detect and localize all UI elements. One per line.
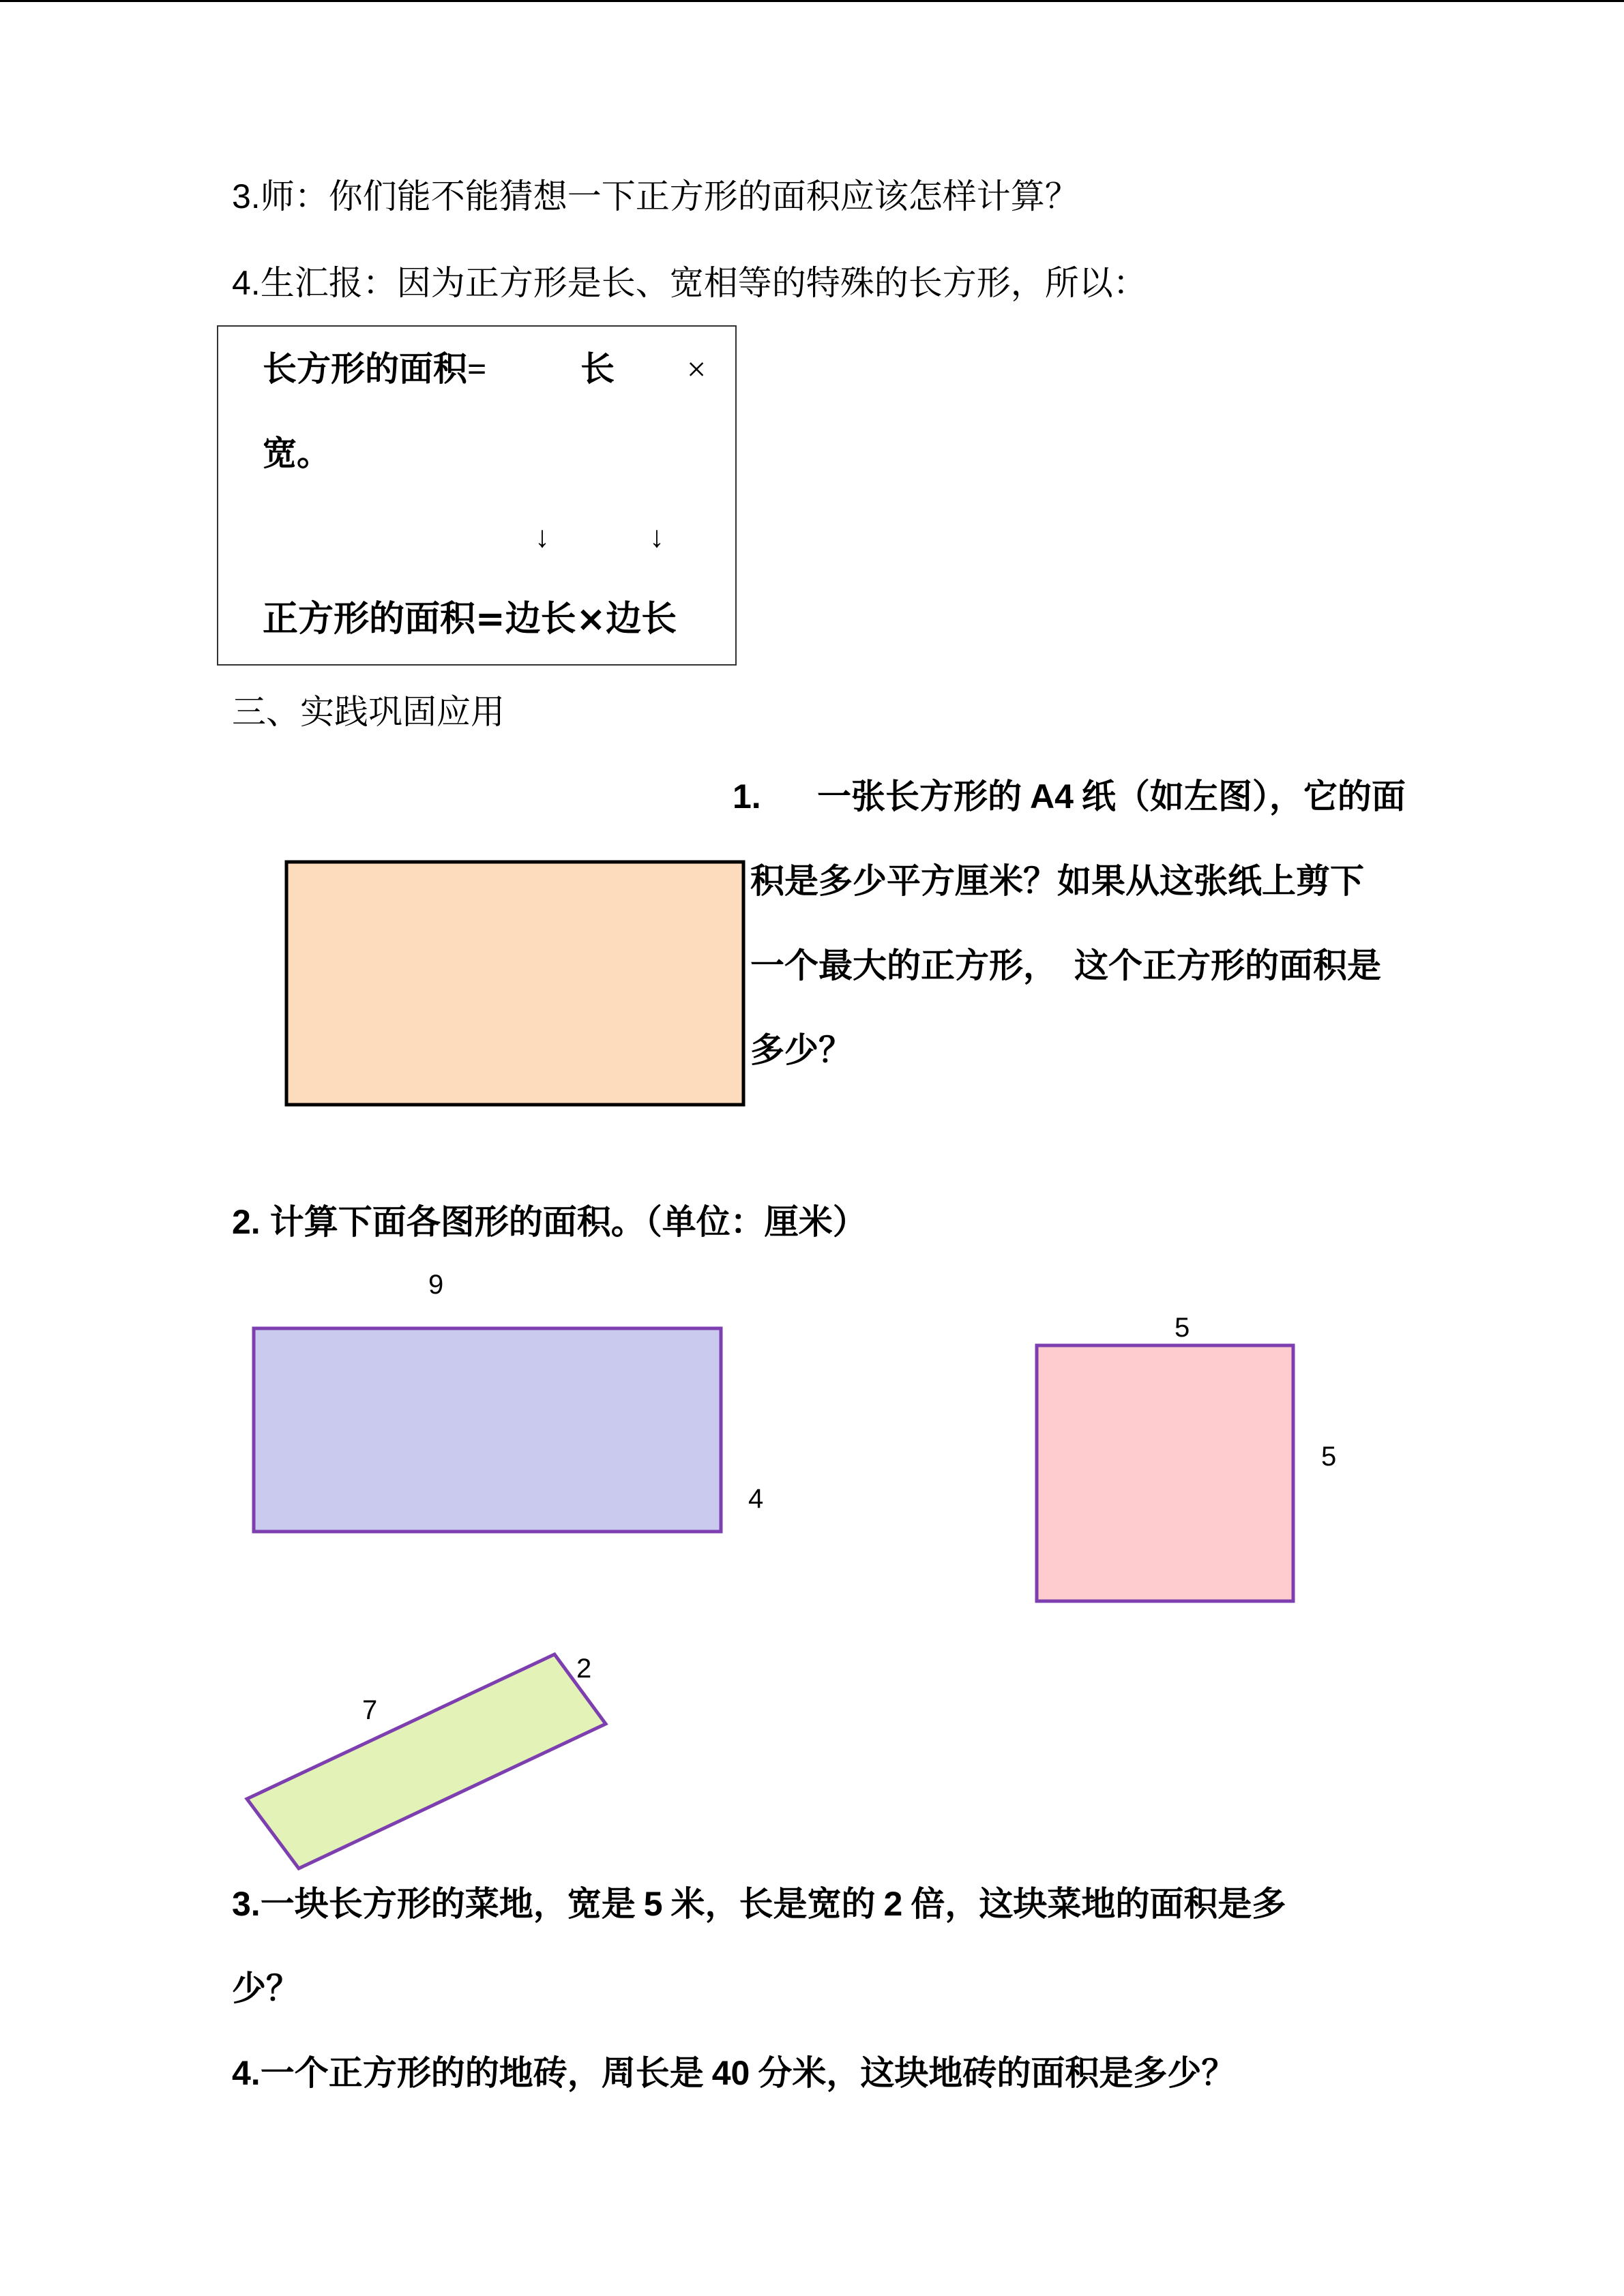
- line-3-text: 师：你们能不能猜想一下正方形的面积应该怎样计算？: [260, 177, 1079, 215]
- parallelogram-short-label: 2: [576, 1654, 592, 1684]
- rect-top-label: 9: [428, 1270, 444, 1300]
- q1-line-1-a: 一张长方形的: [817, 777, 1022, 816]
- q4-line: [232, 2053, 1235, 2093]
- q1-line-2: 积是多少平方厘米？如果从这张纸上剪下: [750, 862, 1364, 900]
- length-label: 长: [580, 350, 615, 388]
- q2-number: 2.: [232, 1203, 261, 1241]
- width-label: 宽。: [263, 434, 331, 473]
- square-top-label: 5: [1175, 1313, 1190, 1343]
- q3-text-b: 米，长是宽的: [670, 1885, 876, 1923]
- line-3-number: 3.: [232, 177, 261, 215]
- section-heading: 三、实践巩固应用: [232, 693, 505, 731]
- square-side-label: 5: [1321, 1442, 1337, 1472]
- q1-line-3: 一个最大的正方形， 这个正方形的面积是: [750, 946, 1381, 985]
- q3-text-c: 倍，这块菜地的面积是多: [911, 1885, 1286, 1923]
- parallelogram-long-label: 7: [362, 1695, 378, 1725]
- square-area-formula: 正方形的面积=边长×边长: [263, 599, 677, 640]
- q1-number: 1.: [733, 777, 761, 816]
- q2-text: 计算下面各图形的面积。（单位：厘米）: [269, 1203, 867, 1241]
- q3-number: 3.: [232, 1885, 261, 1923]
- square-5-by-5: [1037, 1345, 1293, 1601]
- times-icon: ×: [687, 350, 707, 388]
- rect-area-label: 长方形的面积=: [263, 350, 487, 388]
- arrow-down-icon: ↓: [535, 520, 550, 554]
- q1-line-4: 多少？: [750, 1031, 853, 1069]
- q3-text-a: 一块长方形的菜地，宽是: [260, 1885, 636, 1923]
- a4-paper-rectangle: [286, 862, 743, 1105]
- q1-a4: A4: [1030, 777, 1074, 816]
- q3-value-width: 5: [643, 1885, 663, 1923]
- q4-value-perimeter: 40: [711, 2054, 750, 2092]
- q1-line-1-c: 纸（如左图），它的面: [1081, 777, 1406, 816]
- parallelogram-7-by-2: [247, 1654, 606, 1868]
- q4-text-b: 分米，这块地砖的面积是多少？: [758, 2054, 1236, 2092]
- rectangle-9-by-4: [254, 1328, 721, 1532]
- arrow-down-icon: ↓: [649, 520, 664, 554]
- q3-line-1: [232, 1883, 1286, 1924]
- line-4-number: 4.: [232, 264, 261, 302]
- rect-side-label: 4: [748, 1484, 764, 1514]
- q4-number: 4.: [232, 2054, 261, 2092]
- q3-line-2: 少？: [232, 1969, 300, 2008]
- q4-text-a: 一个正方形的的地砖，周长是: [260, 2054, 704, 2092]
- q3-value-multiple: 2: [883, 1885, 903, 1923]
- line-4-text: 生汇报：因为正方形是长、宽相等的特殊的长方形，所以：: [260, 264, 1147, 302]
